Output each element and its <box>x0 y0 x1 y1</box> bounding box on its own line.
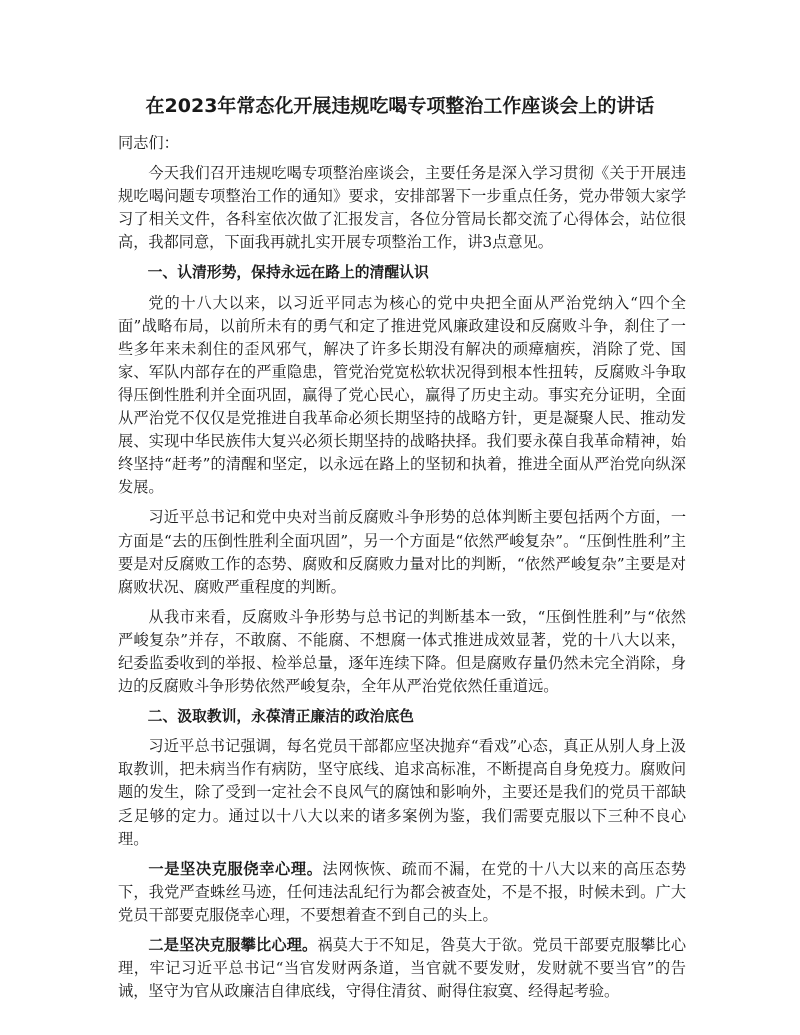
paragraph-intro: 今天我们召开违规吃喝专项整治座谈会，主要任务是深入学习贯彻《关于开展违规吃喝问题专项整治工作的通知》要求，安排部署下一步重点任务，党办带领大家学习了相关文件，各科室依次做了汇报发言，各位分管局长都交流了心得体会，站位很高，我都同意，下面我再就扎实开展专项整治工作，讲3点意见。 <box>118 164 686 252</box>
paragraph-5-lead: 一是坚决克服侥幸心理。 <box>148 859 323 878</box>
document-title: 在2023年常态化开展违规吃喝专项整治工作座谈会上的讲话 <box>145 95 655 117</box>
paragraph-6-text: 祸莫大于不知足，咎莫大于欲。党员干部要克服攀比心理，牢记习近平总书记“当官发财两条道，当官就不要发财，发财就不要当官”的告诫，坚守为官从政廉洁自律底线，守得住清贫、耐得住寂寞、经得起考验。 <box>118 936 687 1001</box>
paragraph-4: 习近平总书记强调，每名党员干部都应坚决抛弃“看戏”心态，真正从别人身上汲取教训，把未病当作有病防，坚守底线、追求高标准，不断提高自身免疫力。腐败问题的发生，除了受到一定社会不良风气的腐蚀和影响外，主要还是我们的党员干部缺乏足够的定力。通过以十八大以来的诸多案例为鉴，我们需要克服以下三种不良心理。 <box>118 737 686 848</box>
document-body <box>118 132 686 1003</box>
section-heading-1: 一、认清形势，保持永远在路上的清醒认识 <box>147 264 429 282</box>
paragraph-5 <box>118 858 686 927</box>
paragraph-5-text: 法网恢恢、疏而不漏，在党的十八大以来的高压态势下，我党严查蛛丝马迹，任何违法乱纪行为都会被查处，不是不报，时候未到。广大党员干部要克服侥幸心理，不要想着查不到自己的头上。 <box>118 859 687 924</box>
paragraph-6-lead: 二是坚决克服攀比心理。 <box>148 936 318 954</box>
paragraph-3: 从我市来看，反腐败斗争形势与总书记的判断基本一致，“压倒性胜利”与“依然严峻复杂”并存，不敢腐、不能腐、不想腐一体式推进成效显著，党的十八大以来，纪委监委收到的举报、检举总量，逐年连续下降。但是腐败存量仍然未完全消除，身边的反腐败斗争形势依然严峻复杂，全年从严治党依然任重道远。 <box>118 607 686 696</box>
greeting: 同志们： <box>118 134 179 152</box>
paragraph-6 <box>118 934 686 1003</box>
section-heading-2: 二、汲取教训，永葆清正廉洁的政治底色 <box>147 708 414 726</box>
paragraph-1: 党的十八大以来，以习近平同志为核心的党中央把全面从严治党纳入“四个全面”战略布局，以前所未有的勇气和定了推进党风廉政建设和反腐败斗争，刹住了一些多年来未刹住的歪风邪气，解决了许多长期没有解决的顽瘴痼疾，消除了党、国家、军队内部存在的严重隐患，管党治党宽松软状况得到根本性扭转，反腐败斗争取得压倒性胜利并全面巩固，赢得了党心民心，赢得了历史主动。事实充分证明，全面从严治党不仅仅是党推进自我革命必须长期坚持的战略方针，更是凝聚人民、推动发展、实现中华民族伟大复兴必须长期坚持的战略抉择。我们要永葆自我革命精神，始终坚持“赶考”的清醒和坚定，以永远在路上的坚韧和执着，推进全面从严治党向纵深发展。 <box>118 293 686 497</box>
paragraph-2: 习近平总书记和党中央对当前反腐败斗争形势的总体判断主要包括两个方面，一方面是“去的压倒性胜利全面巩固”，另一个方面是“依然严峻复杂”。“压倒性胜利”主要是对反腐败工作的态势、腐败和反腐败力量对比的判断，“依然严峻复杂”主要是对腐败状况、腐败严重程度的判断。 <box>118 508 686 596</box>
